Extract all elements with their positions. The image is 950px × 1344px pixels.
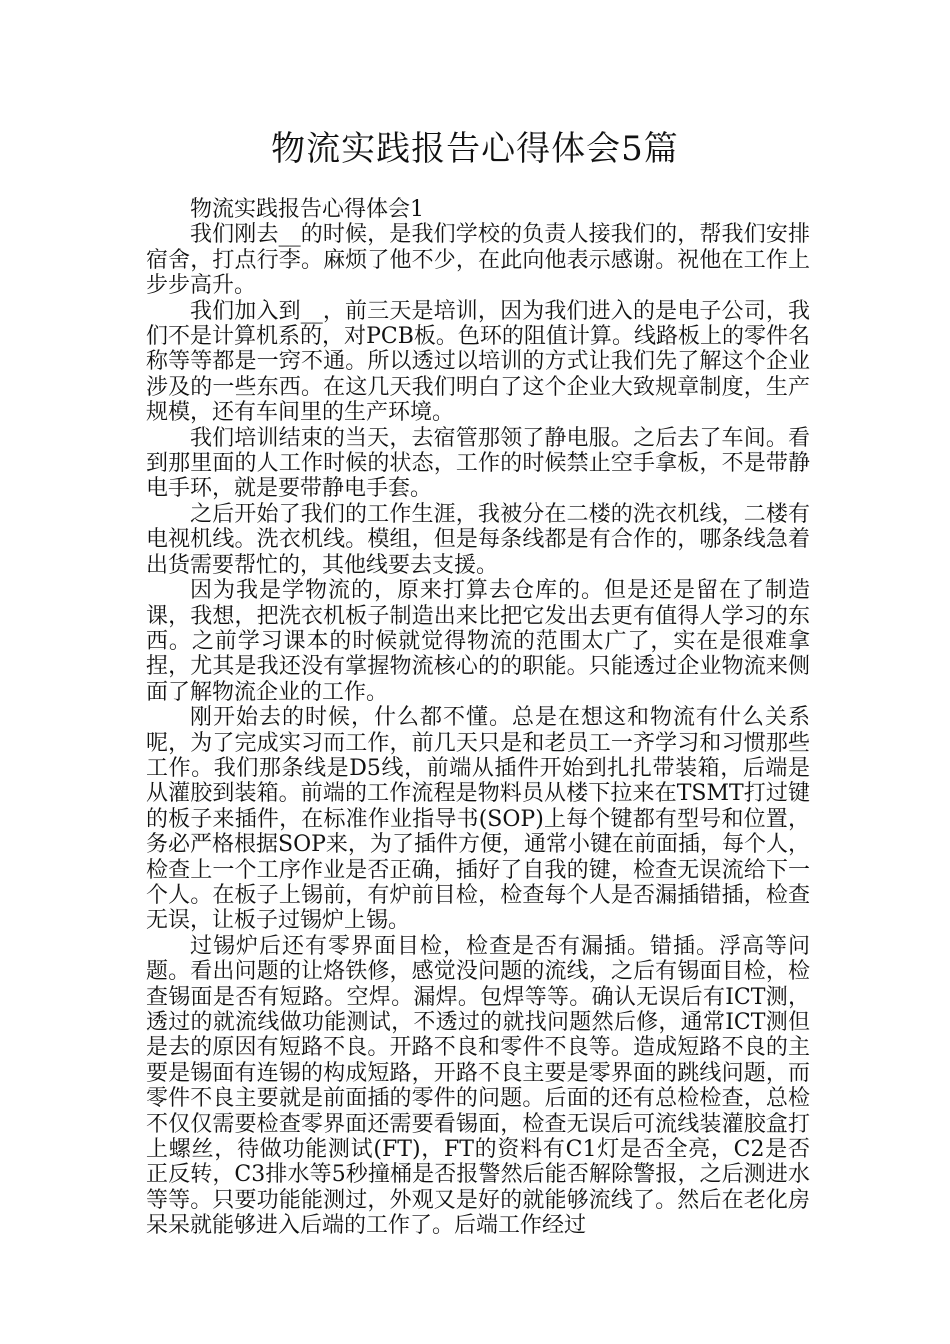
paragraph: 因为我是学物流的，原来打算去仓库的。但是还是留在了制造课，我想，把洗衣机板子制造出来比把它发出去更有值得人学习的东西。之前学习课本的时候就觉得物流的范围太广了，实在是很难拿捏，尤其是我还没有掌握物流核心的的职能。只能透过企业物流来侧面了解物流企业的工作。 (146, 578, 810, 705)
paragraph: 刚开始去的时候，什么都不懂。总是在想这和物流有什么关系呢，为了完成实习而工作，前几天只是和老员工一齐学习和习惯那些工作。我们那条线是D5线，前端从插件开始到扎扎带装箱，后端是从灌胶到装箱。前端的工作流程是物料员从楼下拉来在TSMT打过键的板子来插件，在标准作业指导书(SOP)上每个键都有型号和位置，务必严格根据SOP来，为了插件方便，通常小键在前面插，每个人，检查上一个工序作业是否正确，插好了自我的键，检查无误流给下一个人。在板子上锡前，有炉前目检，检查每个人是否漏插错插，检查无误，让板子过锡炉上锡。 (146, 705, 810, 934)
document-body (146, 197, 810, 1239)
paragraph: 过锡炉后还有零界面目检，检查是否有漏插。错插。浮高等问题。看出问题的让烙铁修，感觉没问题的流线，之后有锡面目检，检查锡面是否有短路。空焊。漏焊。包焊等等。确认无误后有ICT测，透过的就流线做功能测试，不透过的就找问题然后修，通常ICT测但是去的原因有短路不良。开路不良和零件不良等。造成短路不良的主要是锡面有连锡的构成短路，开路不良主要是零界面的跳线问题，而零件不良主要就是前面插的零件的问题。后面的还有总检检查，总检不仅仅需要检查零界面还需要看锡面，检查无误后可流线装灌胶盒打上螺丝，待做功能测试(FT)，FT的资料有C1灯是否全亮，C2是否正反转，C3排水等5秒撞桶是否报警然后能否解除警报，之后测进水等等。只要功能能测过，外观又是好的就能够流线了。然后在老化房呆呆就能够进入后端的工作了。后端工作经过 (146, 933, 810, 1239)
paragraph: 之后开始了我们的工作生涯，我被分在二楼的洗衣机线，二楼有电视机线。洗衣机线。模组，但是每条线都是有合作的，哪条线急着出货需要帮忙的，其他线要去支援。 (146, 501, 810, 578)
document-title: 物流实践报告心得体会5篇 (271, 129, 679, 169)
paragraph: 我们培训结束的当天，去宿管那领了静电服。之后去了车间。看到那里面的人工作时候的状态，工作的时候禁止空手拿板，不是带静电手环，就是要带静电手套。 (146, 425, 810, 502)
paragraph: 我们刚去__的时候，是我们学校的负责人接我们的，帮我们安排宿舍，打点行李。麻烦了他不少，在此向他表示感谢。祝他在工作上步步高升。 (146, 222, 810, 299)
section-heading: 物流实践报告心得体会1 (190, 197, 424, 222)
paragraph: 我们加入到__，前三天是培训，因为我们进入的是电子公司，我们不是计算机系的，对PCB板。色环的阻值计算。线路板上的零件名称等等都是一窍不通。所以透过以培训的方式让我们先了解这个企业涉及的一些东西。在这几天我们明白了这个企业大致规章制度，生产规模，还有车间里的生产环境。 (146, 298, 810, 426)
